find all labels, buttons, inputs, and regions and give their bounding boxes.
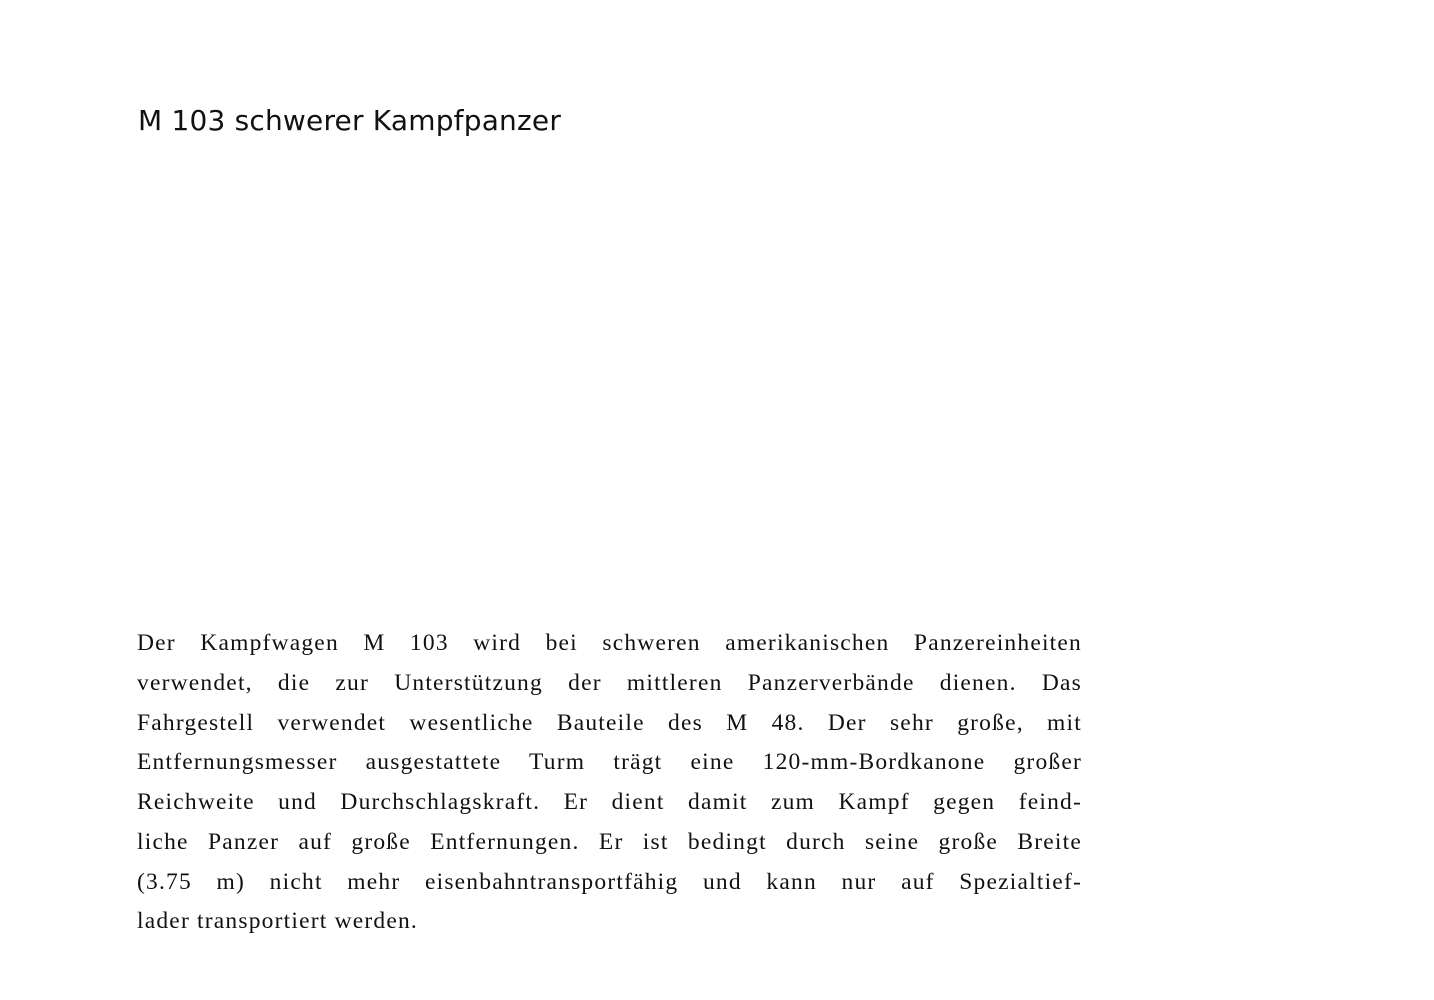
- paragraph-line: (3.75 m) nicht mehr eisenbahntransportfähig und kann nur auf Spezialtief-: [137, 868, 1082, 895]
- paragraph-line: liche Panzer auf große Entfernungen. Er ist bedingt durch seine große Breite: [137, 828, 1082, 855]
- paragraph-line: Fahrgestell verwendet wesentliche Bauteile des M 48. Der sehr große, mit: [137, 709, 1082, 736]
- paragraph-line: Der Kampfwagen M 103 wird bei schweren amerikanischen Panzereinheiten: [137, 630, 1082, 656]
- paragraph-line: Entfernungsmesser ausgestattete Turm trägt eine 120-mm-Bordkanone großer: [137, 749, 1082, 776]
- body-paragraph: [137, 624, 1082, 942]
- paragraph-line: lader transportiert werden.: [137, 908, 418, 935]
- page-title: M 103 schwerer Kampfpanzer: [138, 104, 562, 137]
- paragraph-line: verwendet, die zur Unterstützung der mittleren Panzerverbände dienen. Das: [137, 669, 1082, 696]
- paragraph-line: Reichweite und Durchschlagskraft. Er dient damit zum Kampf gegen feind-: [137, 789, 1082, 815]
